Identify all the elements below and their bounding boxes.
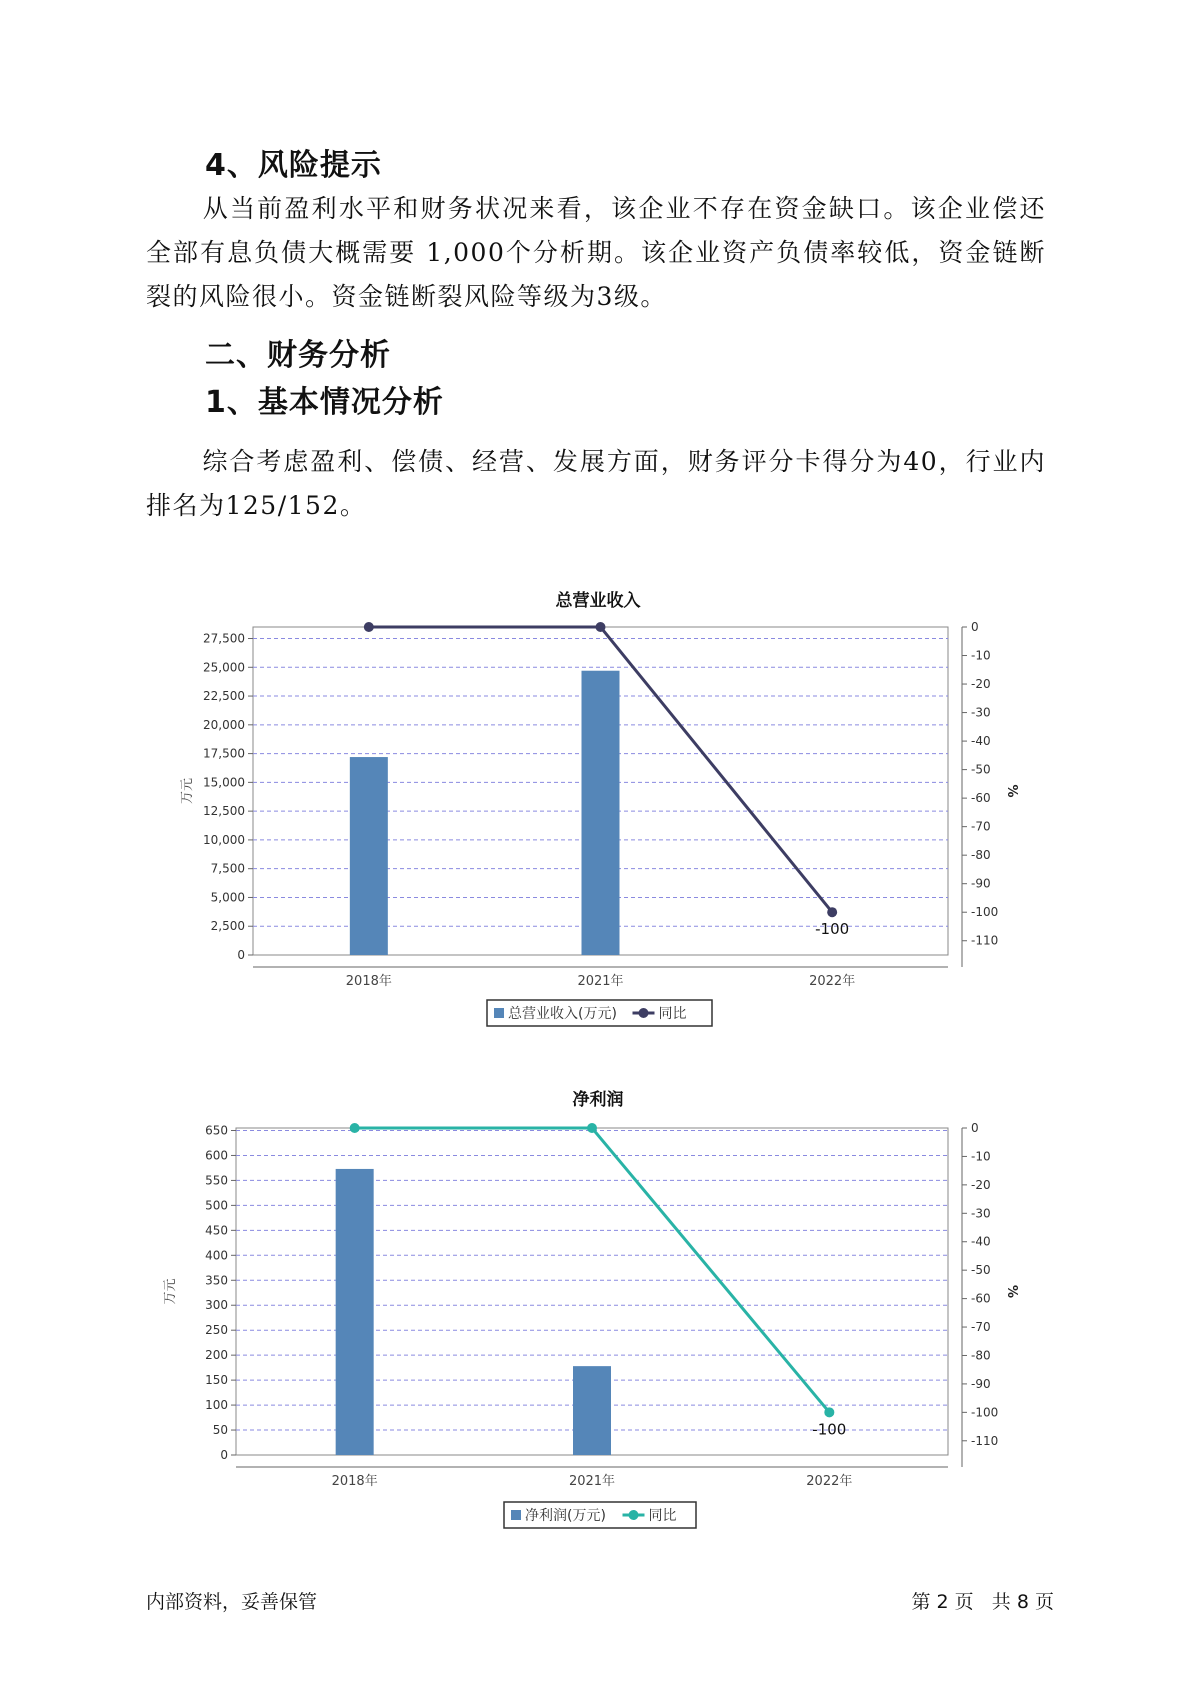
chart-title-net-profit: 净利润 <box>572 1090 624 1110</box>
y2-tick-label: -20 <box>971 677 991 692</box>
page-prefix: 第 <box>911 1591 931 1613</box>
footer-confidential: 内部资料，妥善保管 <box>146 1591 318 1613</box>
risk-heading: 4、风险提示 <box>205 148 382 183</box>
legend-bar-label: 总营业收入(万元) <box>508 1006 617 1022</box>
y-tick-label: 200 <box>205 1348 228 1363</box>
y-tick-label: 2,500 <box>210 919 245 934</box>
legend-line-marker <box>639 1008 649 1018</box>
y-tick-label: 27,500 <box>203 631 245 646</box>
y2-tick-label: 0 <box>971 620 979 634</box>
y-tick-label: 20,000 <box>203 717 245 732</box>
bar <box>582 671 620 955</box>
y-tick-label: 25,000 <box>203 660 245 675</box>
y2-tick-label: -30 <box>971 705 991 720</box>
y-tick-label: 12,500 <box>203 804 245 819</box>
y-tick-label: 550 <box>205 1173 228 1188</box>
y-tick-label: 350 <box>205 1273 228 1288</box>
y2-tick-label: -80 <box>971 1348 991 1363</box>
y2-tick-label: -70 <box>971 1320 991 1335</box>
y2-tick-label: -10 <box>971 648 991 663</box>
basic-heading: 1、基本情况分析 <box>205 385 444 420</box>
data-label: -100 <box>815 920 850 939</box>
y2-tick-label: -90 <box>971 1376 991 1391</box>
y2-tick-label: -40 <box>971 734 991 749</box>
y-axis-title: 万元 <box>163 1278 178 1305</box>
y2-tick-label: -90 <box>971 876 991 891</box>
legend-line-marker <box>629 1510 639 1520</box>
y2-tick-label: -110 <box>971 1433 999 1448</box>
risk-paragraph <box>146 187 1046 319</box>
y-tick-label: 250 <box>205 1323 228 1338</box>
y-tick-label: 22,500 <box>203 689 245 704</box>
y-axis-title: 万元 <box>180 777 195 805</box>
y2-tick-label: -70 <box>971 819 991 834</box>
legend-bar-swatch <box>511 1510 521 1520</box>
x-tick-label: 2021年 <box>577 974 624 989</box>
x-tick-label: 2018年 <box>345 974 392 989</box>
bar <box>573 1366 611 1455</box>
legend-bar-label: 净利润(万元) <box>525 1508 606 1524</box>
line-point <box>364 622 374 632</box>
y-tick-label: 450 <box>205 1223 228 1238</box>
x-tick-label: 2018年 <box>331 1474 378 1489</box>
line-point <box>824 1407 834 1417</box>
page-number: 2 <box>936 1591 949 1613</box>
y-tick-label: 10,000 <box>203 832 245 847</box>
line-point <box>596 622 606 632</box>
y-tick-label: 400 <box>205 1248 228 1263</box>
bar <box>350 757 388 955</box>
total-number: 8 <box>1016 1591 1029 1613</box>
revenue-chart <box>0 610 1191 1070</box>
y2-tick-label: -30 <box>971 1206 991 1221</box>
x-tick-label: 2022年 <box>809 974 856 989</box>
y2-tick-label: -50 <box>971 1263 991 1278</box>
y2-tick-label: -50 <box>971 762 991 777</box>
bar <box>336 1169 374 1455</box>
y-tick-label: 17,500 <box>203 746 245 761</box>
y-tick-label: 100 <box>205 1398 228 1413</box>
data-label: -100 <box>812 1420 847 1439</box>
total-unit: 页 <box>1034 1591 1054 1613</box>
line-point <box>350 1123 360 1133</box>
y-tick-label: 150 <box>205 1373 228 1388</box>
y-tick-label: 50 <box>212 1423 228 1438</box>
y2-tick-label: -110 <box>971 933 999 948</box>
y-tick-label: 500 <box>205 1198 228 1213</box>
x-tick-label: 2021年 <box>568 1474 616 1489</box>
y2-tick-label: -40 <box>971 1234 991 1249</box>
net-profit-chart <box>0 1110 1191 1590</box>
total-prefix: 共 <box>991 1591 1011 1613</box>
y2-tick-label: -100 <box>971 1405 999 1420</box>
legend-line-label: 同比 <box>658 1006 687 1022</box>
y-tick-label: 300 <box>205 1298 228 1313</box>
y2-tick-label: -60 <box>971 791 991 806</box>
x-tick-label: 2022年 <box>806 1474 853 1489</box>
y2-tick-label: -100 <box>971 905 999 920</box>
y2-tick-label: -20 <box>971 1177 991 1192</box>
y-tick-label: 15,000 <box>203 775 245 790</box>
basic-paragraph <box>146 440 1046 528</box>
y2-tick-label: -60 <box>971 1291 991 1306</box>
basic-text: 综合考虑盈利、偿债、经营、发展方面，财务评分卡得分为40，行业内排名为125/152。 <box>146 447 1046 520</box>
legend-bar-swatch <box>494 1008 504 1018</box>
line-point <box>827 907 837 917</box>
page-unit: 页 <box>954 1591 974 1613</box>
y-tick-label: 5,000 <box>210 890 245 905</box>
chart-title-revenue: 总营业收入 <box>555 591 641 611</box>
y2-tick-label: -80 <box>971 848 991 863</box>
y-tick-label: 7,500 <box>210 861 245 876</box>
line-point <box>587 1123 597 1133</box>
y-tick-label: 0 <box>220 1448 228 1462</box>
y2-tick-label: 0 <box>971 1121 979 1135</box>
y2-axis-title: % <box>1004 784 1019 798</box>
footer-page-info <box>911 1587 1054 1614</box>
y-tick-label: 0 <box>237 948 245 962</box>
y2-axis-title: % <box>1004 1284 1019 1299</box>
legend-line-label: 同比 <box>648 1508 677 1524</box>
y2-tick-label: -10 <box>971 1149 991 1164</box>
risk-text: 从当前盈利水平和财务状况来看，该企业不存在资金缺口。该企业偿还全部有息负债大概需要 1,000个分析期。该企业资产负债率较低，资金链断裂的风险很小。资金链断裂风险等级为3级。 <box>146 194 1046 311</box>
finance-heading: 二、财务分析 <box>205 338 391 373</box>
y-tick-label: 650 <box>205 1123 228 1138</box>
y-tick-label: 600 <box>205 1148 228 1163</box>
